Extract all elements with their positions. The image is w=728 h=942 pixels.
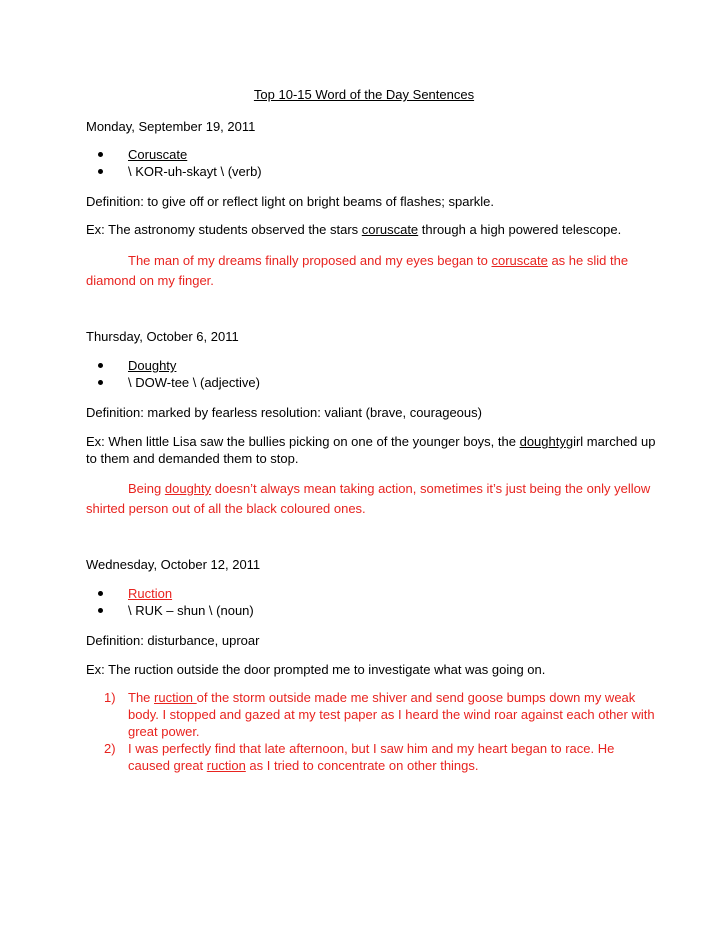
student-sentence: 2) I was perfectly find that late afternoon, but I saw him and my heart began to race. He caused great ruction as I tried to concentrate on other things. <box>104 741 615 773</box>
student-sentence: Being doughty doesn’t always mean taking action, sometimes it’s just being the only yellow shirted person out of all the black coloured ones. <box>86 481 651 516</box>
entry-date: Monday, September 19, 2011 <box>86 119 256 134</box>
entry-date: Wednesday, October 12, 2011 <box>86 557 261 572</box>
entry-date: Thursday, October 6, 2011 <box>86 329 239 344</box>
word-definition: Definition: to give off or reflect light on bright beams of flashes; sparkle. <box>86 194 495 209</box>
word-definition: Definition: marked by fearless resolution: valiant (brave, courageous) <box>86 405 482 420</box>
word-bullets <box>86 357 260 391</box>
word-example: Ex: The astronomy students observed the stars coruscate through a high powered telescope. <box>86 222 622 237</box>
student-sentence: 1) The ruction of the storm outside made me shiver and send goose bumps down my weak body. I stopped and gazed at my test paper as I heard the wind roar against each other with great power. <box>104 690 655 739</box>
word-bullets <box>86 585 254 619</box>
word-definition: Definition: disturbance, uproar <box>86 633 260 648</box>
word-example: Ex: The ruction outside the door prompted me to investigate what was going on. <box>86 662 546 677</box>
word-pronunciation: \ RUK – shun \ (noun) <box>86 602 254 619</box>
word-name: Doughty <box>86 357 260 374</box>
word-pronunciation: \ DOW-tee \ (adjective) <box>86 374 260 391</box>
student-sentence: The man of my dreams finally proposed and my eyes began to coruscate as he slid the diamond on my finger. <box>86 253 629 288</box>
word-pronunciation: \ KOR-uh-skayt \ (verb) <box>86 163 262 180</box>
student-sentences-list <box>86 689 656 774</box>
word-name: Ruction <box>86 585 254 602</box>
word-example: Ex: When little Lisa saw the bullies picking on one of the younger boys, the doughtygirl marched up to them and demanded them to stop. <box>86 434 656 466</box>
word-bullets <box>86 146 262 180</box>
document-title: Top 10-15 Word of the Day Sentences <box>253 87 475 102</box>
word-name: Coruscate <box>86 146 262 163</box>
